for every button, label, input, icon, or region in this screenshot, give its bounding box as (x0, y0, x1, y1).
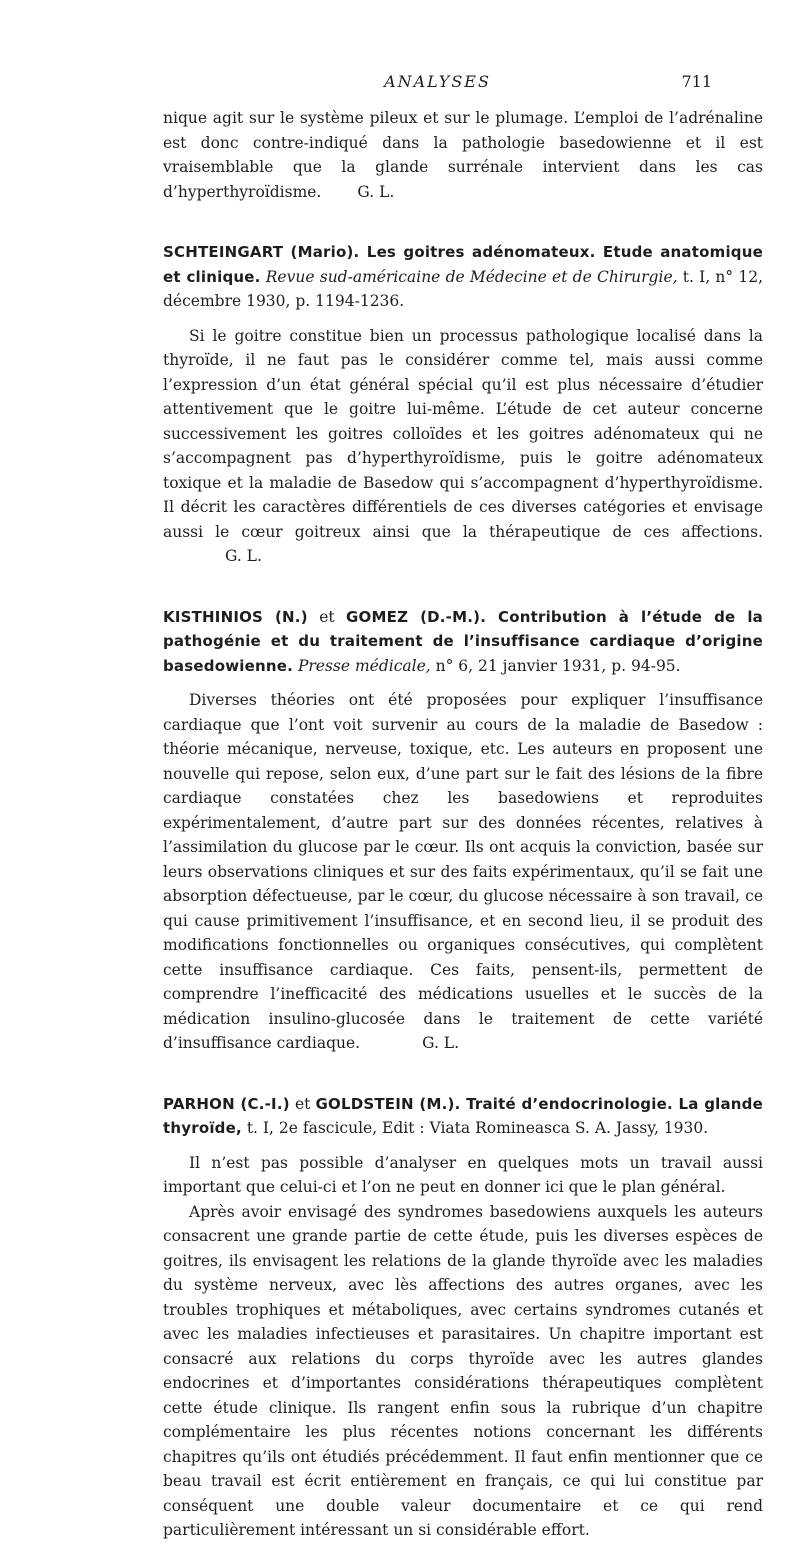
citation-ref: t. I, 2e fascicule, Edit : Viata Romineasca S. A. Jassy, 1930. (241, 1119, 709, 1137)
author-name: KISTHINIOS (163, 607, 264, 626)
author-connector: et (307, 607, 347, 626)
paragraph-text: Il n’est pas possible d’analyser en quelques mots un travail aussi important que celui-ci et l’on ne peut en donner ici que le plan général. (163, 1153, 763, 1196)
paragraph-text: Si le goitre constitue bien un processus pathologique localisé dans la thyroïde, il ne faut pas le considérer comme tel, mais aussi comme l’expression d’un état général spécial qu’il est plus nécessaire d’étudier attentivement que le goitre lui-même. L’étude de cet auteur concerne successivement les goitres colloïdes et les goitres adénomateux qui ne s’accompagnent pas d’hyperthyroïdisme, puis le goitre adénomateux toxique et la maladie de Basedow qui s’accompagnent d’hyperthyroïdisme. Il décrit les caractères différentiels de ces diverses catégories et envisage aussi le cœur goitreux ainsi que la thérapeutique de ces affections. (163, 326, 763, 541)
review-entry (163, 1092, 763, 1543)
entry-paragraph (163, 1151, 763, 1200)
signature: G. L. (422, 1034, 460, 1052)
entry-heading (163, 1092, 763, 1141)
entry-paragraph (163, 688, 763, 1056)
entry-heading (163, 240, 763, 314)
signature: G. L. (225, 547, 262, 565)
citation-ref: t. I, n° 12, décembre 1930, p. 1194-1236. (163, 267, 764, 310)
signature: G. L. (357, 182, 395, 201)
entry-paragraph (163, 324, 763, 569)
author-connector: et (289, 1094, 316, 1113)
running-title: ANALYSES (384, 72, 491, 91)
page-number: 711 (681, 72, 712, 91)
author-initials: (D.-M.). (408, 607, 487, 626)
author-name: SCHTEINGART (163, 243, 284, 261)
entry-paragraph (163, 1200, 763, 1543)
author-name: PARHON (163, 1094, 235, 1113)
continuation-paragraph (163, 106, 763, 204)
citation-ref: n° 6, 21 janvier 1931, p. 94-95. (430, 656, 681, 675)
entry-heading (163, 605, 763, 679)
article-title: Les goitres adénomateux. Etude anatomique et clinique. (163, 243, 763, 286)
author-initials: (N.) (263, 607, 308, 626)
page-header (163, 72, 712, 96)
author-initials: (Mario). (283, 243, 360, 261)
journal-name: Revue sud-américaine de Médecine et de Chirurgie, (260, 267, 678, 286)
paragraph-text: Diverses théories ont été proposées pour expliquer l’insuffisance cardiaque que l’ont voit survenir au cours de la maladie de Basedow : théorie mécanique, nerveuse, toxique, etc. Les auteurs en proposent une nouvelle qui repose, selon eux, d’une part sur le fait des lésions de la fibre cardiaque constatées chez les basedowiens et reproduites expérimentalement, d’autre part sur des données récentes, relatives à l’assimilation du glucose par le cœur. Ils ont acquis la conviction, basée sur leurs observations cliniques et sur des faits expérimentaux, qu’il se fait une absorption défectueuse, par le cœur, du glucose nécessaire à son travail, ce qui cause primitivement l’insuffisance, et en second lieu, il se produit des modifications fonctionnelles ou organiques consécutives, qui complètent cette insuffisance cardiaque. Ces faits, pensent-ils, permettent de comprendre l’inefficacité des médications usuelles et le succès de la médication insulino-glucosée dans le traitement de cette variété d’insuffisance cardiaque. (163, 691, 763, 1052)
paragraph-text: Après avoir envisagé des syndromes basedowiens auxquels les auteurs consacrent une grande partie de cette étude, puis les diverses espèces de goitres, ils envisagent les relations de la glande thyroïde avec les maladies du système nerveux, avec lès affections des autres organes, avec les troubles trophiques et métaboliques, avec certains syndromes cutanés et avec les maladies infectieuses et parasitaires. Un chapitre important est consacré aux relations du corps thyroïde avec les autres glandes endocrines et d’importantes considérations thérapeutiques complètent cette étude clinique. Ils rangent enfin sous la rubrique d’un chapitre complémentaire les plus récentes notions concernant les différents chapitres qu’ils ont étudiés précédemment. Il faut enfin mentionner que ce beau travail est écrit entièrement en français, ce qui lui constitue par conséquent une double valeur documentaire et ce qui rend particulièrement intéressant un si considérable effort. (163, 1202, 763, 1539)
review-entry (163, 240, 763, 569)
author-name: GOLDSTEIN (315, 1094, 414, 1113)
review-entry (163, 605, 763, 1056)
journal-name: Presse médicale, (293, 656, 431, 675)
author-initials: (M.). (413, 1094, 461, 1113)
page-content (163, 106, 763, 1543)
article-title: Traité d’endocrinologie. La glande thyroïde, (163, 1094, 763, 1137)
article-title: Contribution à l’étude de la pathogénie et du traitement de l’insuffisance cardiaque d’origine basedowienne. (163, 607, 763, 675)
author-name: GOMEZ (346, 607, 409, 626)
continuation-text: nique agit sur le système pileux et sur le plumage. L’emploi de l’adrénaline est donc contre-indiqué dans la pathologie basedowienne et il est vraisemblable que la glande surrénale intervient dans les cas d’hyperthyroïdisme. (163, 109, 763, 201)
author-initials: (C.-I.) (234, 1094, 290, 1113)
